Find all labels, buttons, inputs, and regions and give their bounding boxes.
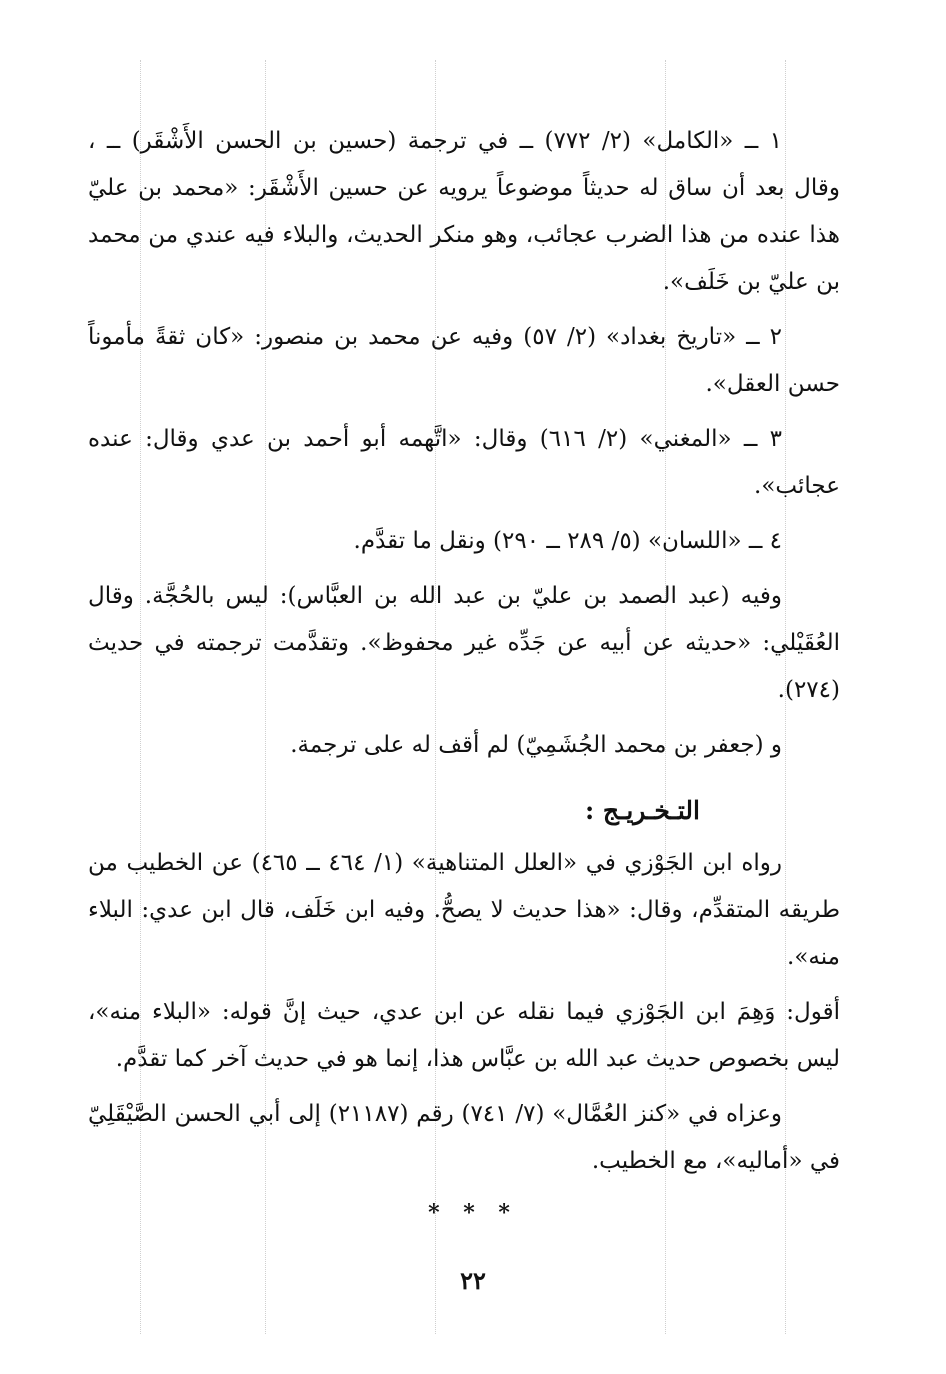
narrator-note-2: و (جعفر بن محمد الجُشَمِيّ) لم أقف له على ترجمة. [290,732,782,758]
takhrij-paragraph-2: أقول: وَهِمَ ابن الجَوْزي فيما نقله عن ابن عدي، حيث إنَّ قوله: «البلاء منه»، ليس بخصوص حديث عبد الله بن عبَّاس هذا، إنما هو في حديث آخر كما تقدَّم. [88,999,840,1072]
page-number: ٢٢ [460,1266,486,1295]
takhrij-paragraph-3: وعزاه في «كنز العُمَّال» (٧/ ٧٤١) رقم (٢١١٨٧) إلى أبي الحسن الصَّيْقَلِيّ في «أماليه»، مع الخطيب. [88,1101,840,1174]
section-separator: * * * [428,1200,518,1226]
source-item-3: ٣ ــ «المغني» (٢/ ٦١٦) وقال: «اتَّهمه أبو أحمد بن عدي وقال: عنده عجائب». [88,426,840,499]
takhrij-paragraph-1: رواه ابن الجَوْزي في «العلل المتناهية» (١/ ٤٦٤ ــ ٤٦٥) عن الخطيب من طريقه المتقدِّم، وقال: «هذا حديث لا يصحُّ. وفيه ابن خَلَف، قال ابن عدي: البلاء منه». [88,850,840,970]
narrator-note-1: وفيه (عبد الصمد بن عليّ بن عبد الله بن العبَّاس): ليس بالحُجَّة. وقال العُقَيْلي: «حديثه عن أبيه عن جَدِّه غير محفوظ». وتقدَّمت ترجمته في حديث (٢٧٤). [88,583,840,703]
source-item-4: ٤ ــ «اللسان» (٥/ ٢٨٩ ــ ٢٩٠) ونقل ما تقدَّم. [353,528,782,554]
section-heading: التـخـريـج : [584,796,700,825]
body-text [88,118,840,1193]
source-item-2: ٢ ــ «تاريخ بغداد» (٢/ ٥٧) وفيه عن محمد بن منصور: «كان ثقةً مأموناً حسن العقل». [88,324,840,397]
source-item-1: ١ ــ «الكامل» (٢/ ٧٧٢) ــ في ترجمة (حسين بن الحسن الأَشْقَر) ــ ، وقال بعد أن ساق له حديثاً موضوعاً يرويه عن حسين الأَشْقَر: «محمد بن عليّ هذا عنده من هذا الضرب عجائب، وهو منكر الحديث، والبلاء فيه عندي من محمد بن عليّ بن خَلَف». [88,128,840,295]
